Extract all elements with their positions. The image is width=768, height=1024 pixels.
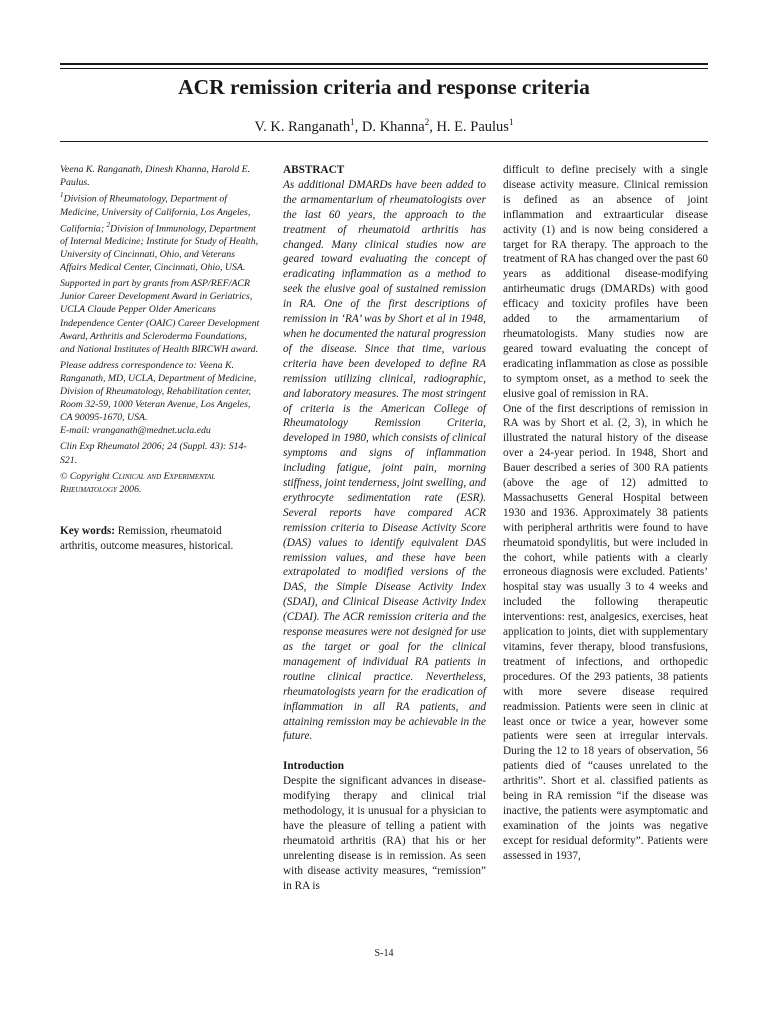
page-number: S-14 — [374, 948, 394, 959]
keywords — [60, 524, 260, 554]
affiliation-column — [60, 163, 260, 554]
copyright-year: 2006. — [116, 483, 142, 495]
keywords-text: Remission, rheumatoid arthritis, outcome measures, historical. — [60, 524, 234, 552]
copyright-prefix: © Copyright — [60, 470, 113, 482]
citation-line: Clin Exp Rheumatol 2006; 24 (Suppl. 43): S14-S21. — [60, 441, 247, 466]
copyright-journal: Clinical and Experimental Rheumatology — [60, 470, 216, 495]
body-paragraph: One of the first descriptions of remission in RA was by Short et al. (2, 3), in which he illustrated the natural history of the disease over a 24-year period. In 1948, Short and Bauer described a series of 300 RA patients (above the age of 12) admitted to Massachusetts General Hospital between 1930 and 1936. Approximately 38 patients with peripheral arthritis were found to have rheumatoid spondylitis, but were included in the cohort, while patients with a clearly erroneous diagnosis were excluded. Patients’ hospital stay was usually 3 to 4 weeks and included the following therapeutic interventions: rest, analgesics, exercises, heat application to joints, diet with supplementary vitamins, fever therapy, blood transfusions, treatment of infections, and orthopedic procedures. Of the 293 patients, 38 patients with more severe disease required readmission. Patients were seen in clinic at least once or twice a year, however some patients were seen at irregular intervals. During the 12 to 18 years of observation, 56 patients died of “causes unrelated to the arthritis”. Short et al. classified patients as being in RA remission “if the disease was inactive, the patients were asymptomatic and examination of the joints was negative except for residual deformity”. Patients were assessed in 1937, — [503, 402, 708, 862]
author-name: D. Khanna — [361, 118, 425, 135]
keywords-label: Key words: — [60, 524, 115, 537]
correspondence-note: Please address correspondence to: Veena K. Ranganath, MD, UCLA, Department of Medicine, Division of Rheumatology, Rehabilitation center, Room 32-59, 1000 Veteran Avenue, Los Angeles, CA 90095-1670, USA. — [60, 359, 257, 424]
abstract-column — [283, 163, 486, 894]
author-affiliation-mark: 1 — [508, 117, 514, 127]
top-rule-lower — [60, 68, 708, 69]
author-separator: , — [354, 118, 362, 135]
author-separator: , — [429, 118, 437, 135]
body-column — [503, 163, 708, 864]
author-full-names: Veena K. Ranganath, Dinesh Khanna, Harold E. Paulus. — [60, 164, 251, 189]
author-name: V. K. Ranganath — [254, 118, 351, 135]
funding-note: Supported in part by grants from ASP/REF/ACR Junior Career Development Award in Geriatrics, UCLA Claude Pepper Older Americans Independence Center (OAIC) Career Development Award, Arthritis and Scleroderma Foundations, and National Institutes of Health BIRCWH award. — [60, 278, 260, 355]
author-affiliation-mark: 2 — [424, 117, 430, 127]
abstract-text: As additional DMARDs have been added to the armamentarium of rheumatologists over the last 60 years, the approach to the treatment of rheumatoid arthritis has changed. Many clinical studies now are geared toward evaluating the concept of eradicating inflammation as a method to seek the elusive goal of sustained remission in RA. One of the first descriptions of remission in ‘RA’ was by Short et al in 1948, when he documented the natural progression of the disease. Since that time, various criteria have been developed to define RA remission utilizing clinical, radiographic, and laboratory measures. The most stringent of criteria is the American College of Rheumatology Remission Criteria, developed in 1980, which consists of clinical symptoms and signs of inflammation including fatigue, joint pain, morning stiffness, joint tenderness, joint swelling, and erythrocyte sedimentation rate (ESR). Several reports have compared ACR remission criteria to Disease Activity Score (DAS) values to identify equivalent DAS remission values, and these have been extrapolated to modified versions of the DAS, the Simple Disease Activity Index (SDAI), and Clinical Disease Activity Index (CDAI). The ACR remission criteria and the response measures were not designed for use as the target or goal for the clinical management of individual RA patients in routine clinical practice. Nevertheless, rheumatologists yearn for the eradication of inflammation in all RA patients, and attaining remission may be achievable in the future. — [283, 178, 486, 743]
author-name: H. E. Paulus — [436, 118, 509, 135]
body-paragraph: difficult to define precisely with a single disease activity measure. Clinical remission is defined as an absence of joint inflammation and extraarticular disease activity (1) and is now being considered a target for RA therapy. The approach to the treatment of RA has changed over the past 60 years as additional disease-modifying antirheumatic drugs (DMARDs) with good efficacy and toxicity profiles have been added to the armamentarium of rheumatologists. Many studies now are geared toward evaluating the concept of eradicating inflammation as close as possible to symptom onset, as a method to seek the elusive goal of remission in RA. — [503, 164, 708, 400]
affiliation-text: Division of Immunology, Department of Internal Medicine; Institute for Study of Health, University of Cincinnati, Ohio, and Veterans Affairs Medical Center, Cincinnati, Ohio, USA. — [60, 222, 259, 274]
copyright-line — [60, 470, 260, 496]
abstract-heading: ABSTRACT — [283, 164, 345, 176]
affiliations — [60, 189, 260, 274]
author-line — [60, 112, 708, 137]
introduction-text: Despite the significant advances in disease-modifying therapy and clinical trial methodology, it is unusual for a physician to have the pleasure of telling a patient with rheumatoid arthritis (RA) that his or her unrelenting disease is in remission. As seen with disease activity measures, “remission” in RA is — [283, 775, 486, 892]
article-title: ACR remission criteria and response criteria — [178, 75, 590, 99]
affiliation-text: Division of Rheumatology, Department of Medicine, University of California, Los Angeles, California; — [60, 193, 251, 234]
top-rule-upper — [60, 63, 708, 65]
affiliation-mark: 2 — [106, 220, 111, 229]
introduction-heading: Introduction — [283, 760, 345, 773]
title-bottom-rule — [60, 141, 708, 142]
author-affiliation-mark: 1 — [350, 117, 355, 127]
affiliation-mark: 1 — [60, 191, 64, 200]
email-address: E-mail: vranganath@mednet.ucla.edu — [60, 425, 211, 437]
